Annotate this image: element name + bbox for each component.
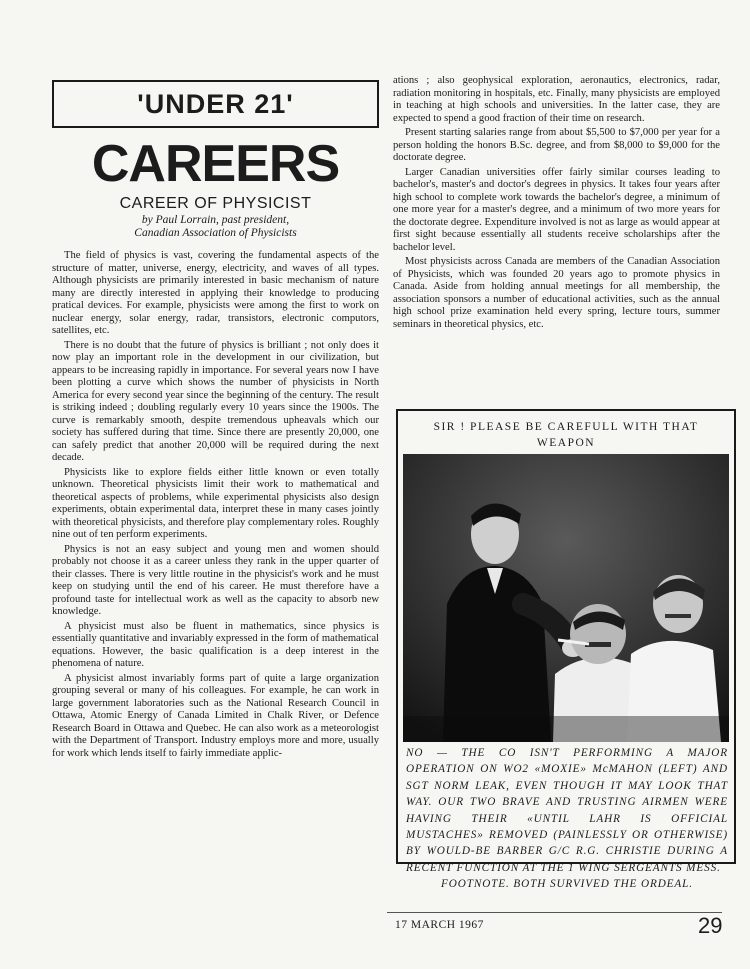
caption-body: NO — THE CO ISN'T PERFORMING A MAJOR OPERATION ON WO2 «MOXIE» McMAHON (LEFT) AND SGT NORM LEAK, EVEN THOUGH IT MAY LOOK THAT WAY. OUR TWO BRAVE AND TRUSTING AIRMEN WERE HAVING THEIR «UNTIL LAHR IS OFFICIAL MUSTACHES» REMOVED (PAINLESSLY OR OTHERWISE) BY WOULD-BE BARBER G/C R.G. CHRISTIE DURING A RECENT FUNCTION AT THE 1 WING SERGEANTS MESS. [406, 747, 728, 874]
article-column-right [393, 75, 720, 333]
kicker-heading: 'UNDER 21' [137, 88, 294, 119]
photo-illustration [403, 454, 729, 742]
page-title: CAREERS [91, 135, 340, 193]
paragraph: Most physicists across Canada are members of the Canadian Association of Physicists, which was founded 20 years ago to promote physics in Canada. Aside from holding annual meetings for all membership, the association sponsors a number of educational activities, such as the annual high school prize examination held every spring, lecture tours, summer seminars in theoretical physics, etc. [393, 256, 720, 330]
footer-rule [387, 912, 722, 913]
headline-box [52, 80, 379, 128]
paragraph: There is no doubt that the future of physics is brilliant ; not only does it now play an important role in the development in our civilization, but appears to be increasing rapidly in importance. For several years now I have been plotting a curve which shows the number of physicists in North America for every second year since the beginning of the century. The result is striking indeed ; doubling regularly every 10 years since the 1900s. The curve is remarkably smooth, despite tremendous upheavals which our society has suffered during that time. Since there are presently 20,000, one can safely predict that another 20,000 will be required during the next decade. [52, 339, 379, 463]
article-subtitle: CAREER OF PHYSICIST [119, 195, 312, 212]
paragraph: ations ; also geophysical exploration, aeronautics, electronics, radar, radiation monitoring in hospitals, etc. Finally, many physicists are employed in teaching at high schools and universities. In the latter case, they are expected to spend a good fraction of their time on research. [393, 75, 720, 124]
photograph [403, 454, 729, 742]
paragraph: Physics is not an easy subject and young men and women should probably not choose it as a career unless they rank in the upper quarter of their classes. There is very little routine in the physicist's work and he must keep on studying until the end of his career. He must therefore have a profound taste for intellectual work as well as the capacity to absorb new knowledge. [52, 543, 379, 617]
photo-feature-box [396, 409, 736, 891]
paragraph: Present starting salaries range from about $5,500 to $7,000 per year for a person holding the honors B.Sc. degree, and from $8,000 to $9,000 for the doctorate degree. [393, 127, 720, 163]
paragraph: A physicist must also be fluent in mathematics, since physics is essentially quantitative and invariably expressed in the form of mathematical equations. However, the basic qualification is a deep interest in the phenomena of nature. [52, 620, 379, 669]
page-number: 29 [698, 913, 723, 938]
issue-date: 17 MARCH 1967 [395, 919, 484, 931]
paragraph: Larger Canadian universities offer fairly similar courses leading to bachelor's, master's and doctor's degrees in physics. It takes four years after high school to complete work towards the bachelor's degree, a minimum of one more year for a master's degree, and a minimum of two more years for the doctorate degree. Expenditure involved is not as large as would appear at first sight because essentially all students receive scholarships after the bachelor level. [393, 166, 720, 253]
paragraph: The field of physics is vast, covering the fundamental aspects of the structure of matter, universe, energy, electricity, and waves of all types. Although physicists are primarily interested in basic mechanism of nature many are directly interested in applying their knowledge to producing pratical devices. For example, physicists were among the first to work on nuclear energy, solar energy, radar, transistors, electronic computors, satellites, etc. [52, 250, 379, 336]
byline [52, 214, 379, 240]
paragraph: A physicist almost invariably forms part of quite a large organization grouping several or many of his colleagues. For example, he can work in large government laboratories such as the National Research Council in Ottawa, Atomic Energy of Canada Limited in Chalk River, or Defence Research Board in Ottawa and Quebec. He can also work as a meteorologist with the Department of Transport. Industry employs more and more, usually for work which lends itself to fairly immediate applic- [52, 672, 379, 759]
caption-footnote: FOOTNOTE. BOTH SURVIVED THE ORDEAL. [441, 878, 693, 891]
photo-caption [406, 745, 728, 893]
byline-affiliation: Canadian Association of Physicists [134, 227, 297, 239]
byline-author: by Paul Lorrain, past president, [141, 214, 290, 226]
paragraph: Physicists like to explore fields either little known or even totally unknown. Theoretical physicists limit their work to mathematical and theoretical aspects of problems, while experimental physicists also design experiments, obtain experimental data, interpret these in many cases jointly with theoretical physicists, and therefore play complementary roles. Roughly nine out of ten perform experiments. [52, 466, 379, 540]
photo-heading: SIR ! PLEASE BE CAREFULL WITH THAT WEAPON [433, 421, 699, 449]
article-column-left [52, 250, 379, 762]
